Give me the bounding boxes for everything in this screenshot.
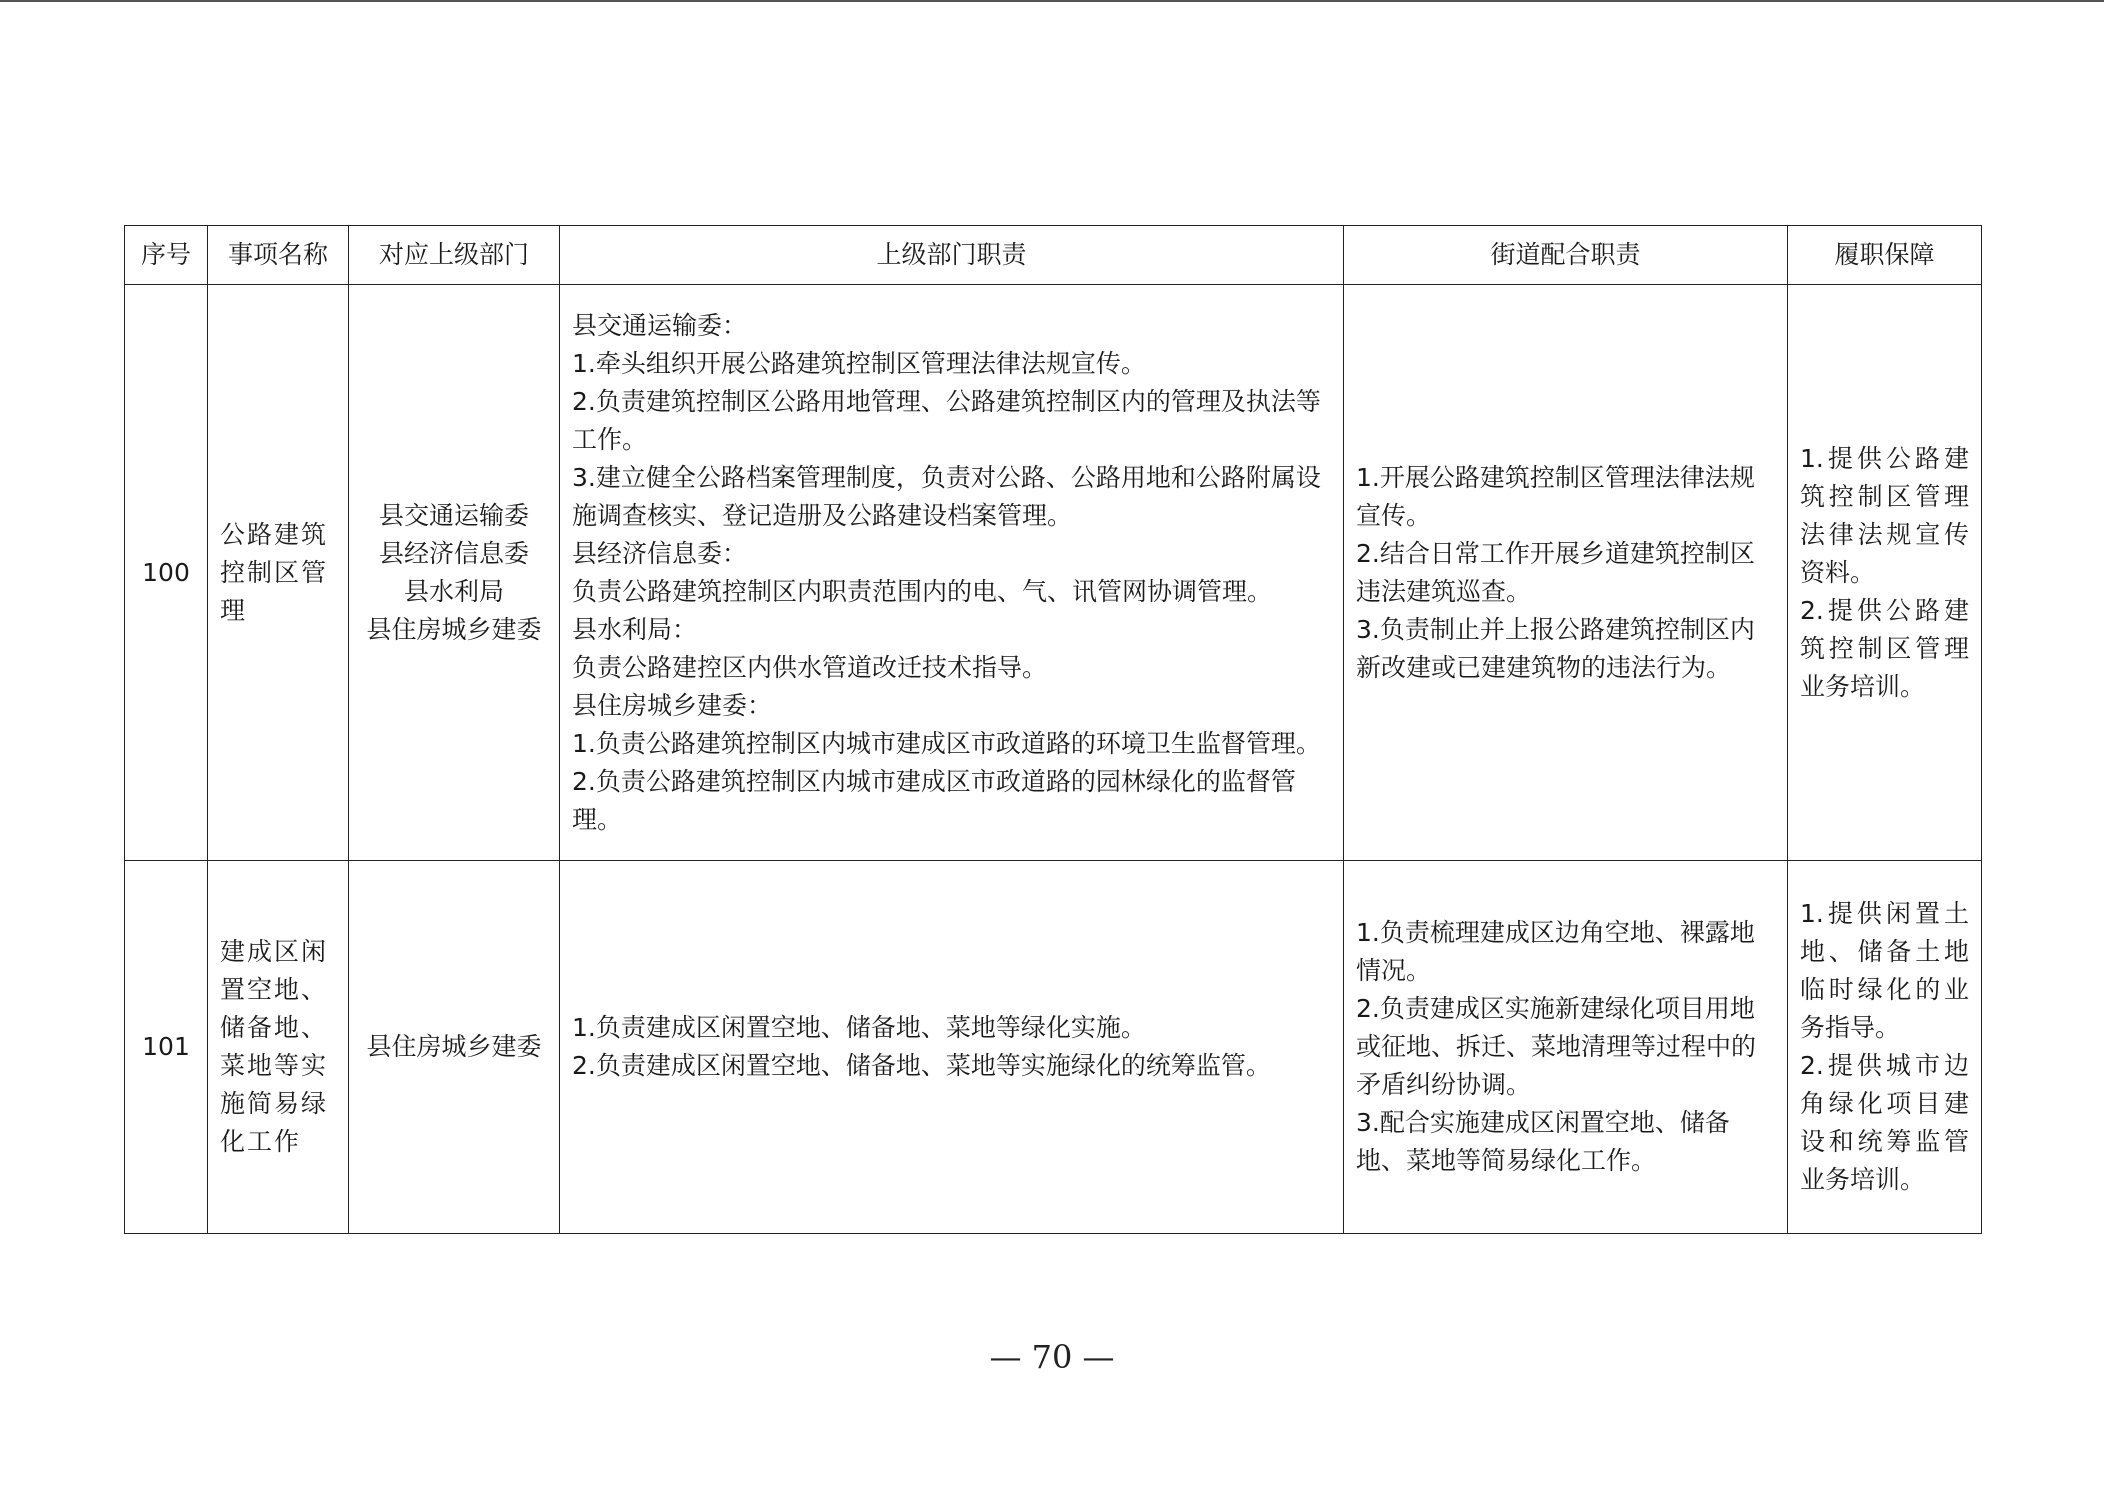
item-name-line: 储备地、 — [220, 1013, 329, 1042]
upper-duties-cell — [560, 861, 1344, 1234]
upper-duty-text: 1.负责建成区闲置空地、储备地、菜地等绿化实施。 — [572, 1013, 1146, 1042]
upper-duty-text: 负责公路建筑控制区内职责范围内的电、气、讯管网协调管理。 — [572, 576, 1273, 606]
item-name-line: 置空地、 — [220, 975, 329, 1004]
department-cell — [349, 861, 560, 1234]
upper-duty-text: 3.建立健全公路档案管理制度，负责对公路、公路用地和公路附属设施调查核实、登记造册及公路建设档案管理。 — [572, 462, 1321, 530]
street-duty-text: 1.开展公路建筑控制区管理法律法规宣传。 — [1356, 462, 1755, 530]
header-guarantee: 履职保障 — [1788, 226, 1982, 285]
header-item-name: 事项名称 — [208, 226, 349, 285]
table-row — [125, 861, 1982, 1234]
item-name-line: 建成区闲 — [220, 937, 329, 966]
header-upper-department: 对应上级部门 — [349, 226, 560, 285]
upper-duty-text: 县经济信息委： — [572, 538, 748, 568]
row-number: 101 — [125, 861, 208, 1234]
row-number: 100 — [125, 285, 208, 861]
item-name-line: 化工作 — [220, 1127, 302, 1156]
duty-table — [124, 225, 1982, 1234]
guarantee-text: 2.提供城市边角绿化项目建设和统筹监管业务培训。 — [1800, 1051, 1969, 1194]
upper-duty-text: 县水利局： — [572, 614, 698, 644]
item-name-line: 理 — [220, 595, 248, 625]
header-upper-duties: 上级部门职责 — [560, 226, 1344, 285]
department-cell — [349, 285, 560, 861]
page-top-border — [0, 0, 2104, 2]
guarantee-cell — [1788, 285, 1982, 861]
guarantee-text: 1.提供公路建筑控制区管理法律法规宣传资料。 — [1800, 443, 1969, 587]
item-name-line: 公路建筑 — [220, 519, 329, 549]
department-name: 县住房城乡建委 — [366, 1032, 542, 1061]
header-street-duties: 街道配合职责 — [1344, 226, 1788, 285]
street-duty-text: 2.负责建成区实施新建绿化项目用地或征地、拆迁、菜地清理等过程中的矛盾纠纷协调。 — [1356, 994, 1757, 1099]
item-name-line: 控制区管 — [220, 557, 329, 587]
upper-duty-text: 1.牵头组织开展公路建筑控制区管理法律法规宣传。 — [572, 348, 1146, 378]
upper-duty-text: 负责公路建控区内供水管道改迁技术指导。 — [572, 652, 1048, 682]
table-row — [125, 285, 1982, 861]
department-name: 县经济信息委 — [378, 538, 529, 568]
upper-duty-text: 1.负责公路建筑控制区内城市建成区市政道路的环境卫生监督管理。 — [572, 728, 1321, 758]
item-name-cell — [208, 861, 349, 1234]
guarantee-cell — [1788, 861, 1982, 1234]
street-duty-text: 1.负责梳理建成区边角空地、裸露地情况。 — [1356, 918, 1755, 985]
upper-duty-text: 2.负责公路建筑控制区内城市建成区市政道路的园林绿化的监督管理。 — [572, 766, 1296, 834]
department-name: 县交通运输委 — [378, 500, 529, 530]
item-name-line: 菜地等实 — [220, 1051, 329, 1080]
table-header-row — [125, 226, 1982, 285]
upper-duties-cell — [560, 285, 1344, 861]
street-duties-cell — [1344, 285, 1788, 861]
department-name: 县住房城乡建委 — [366, 614, 542, 644]
guarantee-text: 2.提供公路建筑控制区管理业务培训。 — [1800, 595, 1969, 701]
department-name: 县水利局 — [403, 576, 504, 606]
street-duties-cell — [1344, 861, 1788, 1234]
item-name-cell — [208, 285, 349, 861]
street-duty-text: 3.配合实施建成区闲置空地、储备地、菜地等简易绿化工作。 — [1356, 1108, 1730, 1175]
street-duty-text: 3.负责制止并上报公路建筑控制区内新改建或已建建筑物的违法行为。 — [1356, 614, 1755, 682]
upper-duty-text: 县交通运输委： — [572, 310, 748, 340]
guarantee-text: 1.提供闲置土地、储备土地临时绿化的业务指导。 — [1800, 899, 1969, 1042]
item-name-line: 施简易绿 — [220, 1089, 329, 1118]
upper-duty-text: 2.负责建筑控制区公路用地管理、公路建筑控制区内的管理及执法等工作。 — [572, 386, 1321, 454]
upper-duty-text: 县住房城乡建委： — [572, 690, 773, 720]
header-number: 序号 — [125, 226, 208, 285]
street-duty-text: 2.结合日常工作开展乡道建筑控制区违法建筑巡查。 — [1356, 538, 1755, 606]
page-number: — 70 — — [989, 1338, 1115, 1376]
upper-duty-text: 2.负责建成区闲置空地、储备地、菜地等实施绿化的统筹监管。 — [572, 1051, 1271, 1080]
